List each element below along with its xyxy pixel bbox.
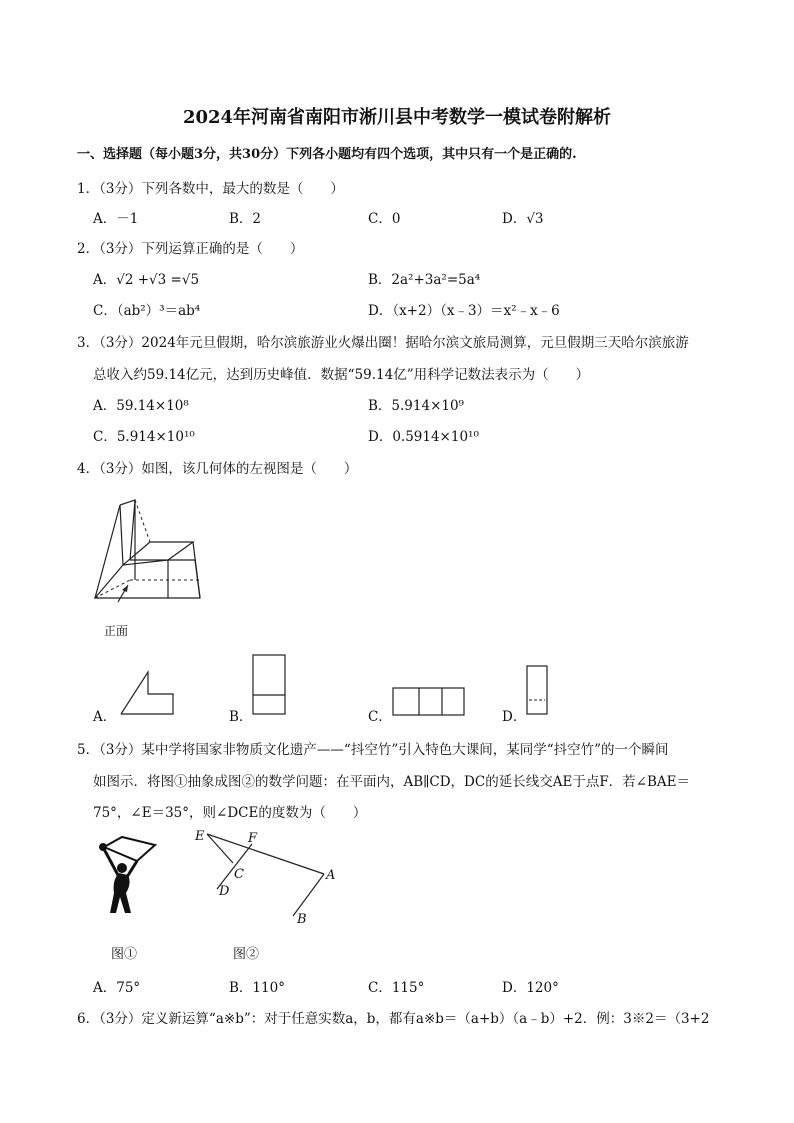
- q4-option-c: C．: [368, 709, 392, 725]
- q5-stem-line1: 5．（3分）某中学将国家非物质文化遗产——“抖空竹”引入特色大课间，某同学“抖空竹”的一个瞬间: [77, 742, 669, 758]
- q5-option-b: B．110°: [229, 980, 285, 996]
- q5-stem-line2: 如图示．将图①抽象成图②的数学问题：在平面内，AB∥CD，DC的延长线交AE于点F．若∠BAE＝: [93, 774, 691, 790]
- q3-option-c: C．5.914×10¹⁰: [93, 429, 195, 445]
- q2-option-b: B．2a²+3a²=5a⁴: [368, 272, 481, 288]
- q5-figure-2-label: 图②: [233, 947, 260, 962]
- q2-option-d: D．（x+2）（x﹣3）＝x²﹣x﹣6: [368, 303, 560, 319]
- point-e-label: E: [195, 829, 205, 844]
- page-title: 2024年河南省南阳市淅川县中考数学一模试卷附解析: [182, 107, 612, 128]
- point-d-label: D: [219, 884, 230, 899]
- q5-option-c: C．115°: [368, 980, 425, 996]
- q3-stem-line1: 3．（3分）2024年元旦假期，哈尔滨旅游业火爆出圈！据哈尔滨文旅局测算，元旦假期三天哈尔滨旅游: [77, 335, 689, 351]
- q5-figure-2-diagram: [190, 826, 350, 928]
- q4-solid-figure: [90, 490, 210, 640]
- point-b-label: B: [297, 912, 307, 927]
- q5-stem-line3: 75°，∠E＝35°，则∠DCE的度数为（ ）: [93, 805, 367, 821]
- q5-option-d: D．120°: [502, 980, 559, 996]
- q2-stem: 2．（3分）下列运算正确的是（ ）: [77, 241, 304, 257]
- q4-option-a: A．: [93, 709, 117, 725]
- q1-option-d: D．√3: [502, 211, 544, 227]
- q4-option-b-figure: [251, 653, 289, 717]
- point-a-label: A: [326, 868, 336, 883]
- section-heading: 一、选择题（每小题3分，共30分）下列各小题均有四个选项，其中只有一个是正确的.: [77, 147, 577, 162]
- q1-stem: 1．（3分）下列各数中，最大的数是（ ）: [77, 181, 344, 197]
- q2-option-c: C．（ab²）³＝ab⁴: [93, 303, 201, 319]
- q1-option-b: B．2: [229, 211, 262, 227]
- q4-option-d-figure: [525, 664, 551, 718]
- q3-option-a: A．59.14×10⁸: [93, 398, 189, 414]
- q3-option-b: B．5.914×10⁹: [368, 398, 464, 414]
- q4-option-d: D．: [502, 709, 527, 725]
- q2-option-a: A．√2 +√3 =√5: [93, 272, 200, 288]
- q5-figure-1-label: 图①: [111, 947, 138, 962]
- q3-stem-line2: 总收入约59.14亿元，达到历史峰值．数据“59.14亿”用科学记数法表示为（ ）: [93, 367, 590, 383]
- q3-option-d: D．0.5914×10¹⁰: [368, 429, 479, 445]
- q1-option-a: A．－1: [93, 211, 139, 227]
- q6-stem: 6．（3分）定义新运算“a※b”：对于任意实数a，b，都有a※b＝（a+b）（a﹣b）+2．例：3※2＝（3+2: [77, 1011, 710, 1027]
- q4-option-b: B．: [229, 709, 253, 725]
- q4-stem: 4．（3分）如图，该几何体的左视图是（ ）: [77, 461, 358, 477]
- q5-option-a: A．75°: [93, 980, 141, 996]
- point-c-label: C: [234, 867, 244, 882]
- q1-option-c: C．0: [368, 211, 401, 227]
- q4-option-c-figure: [391, 686, 467, 718]
- q5-figure-1-silhouette: [92, 835, 162, 925]
- q4-option-a-figure: [118, 668, 178, 718]
- q4-front-label: 正面: [104, 624, 129, 638]
- point-f-label: F: [248, 831, 258, 846]
